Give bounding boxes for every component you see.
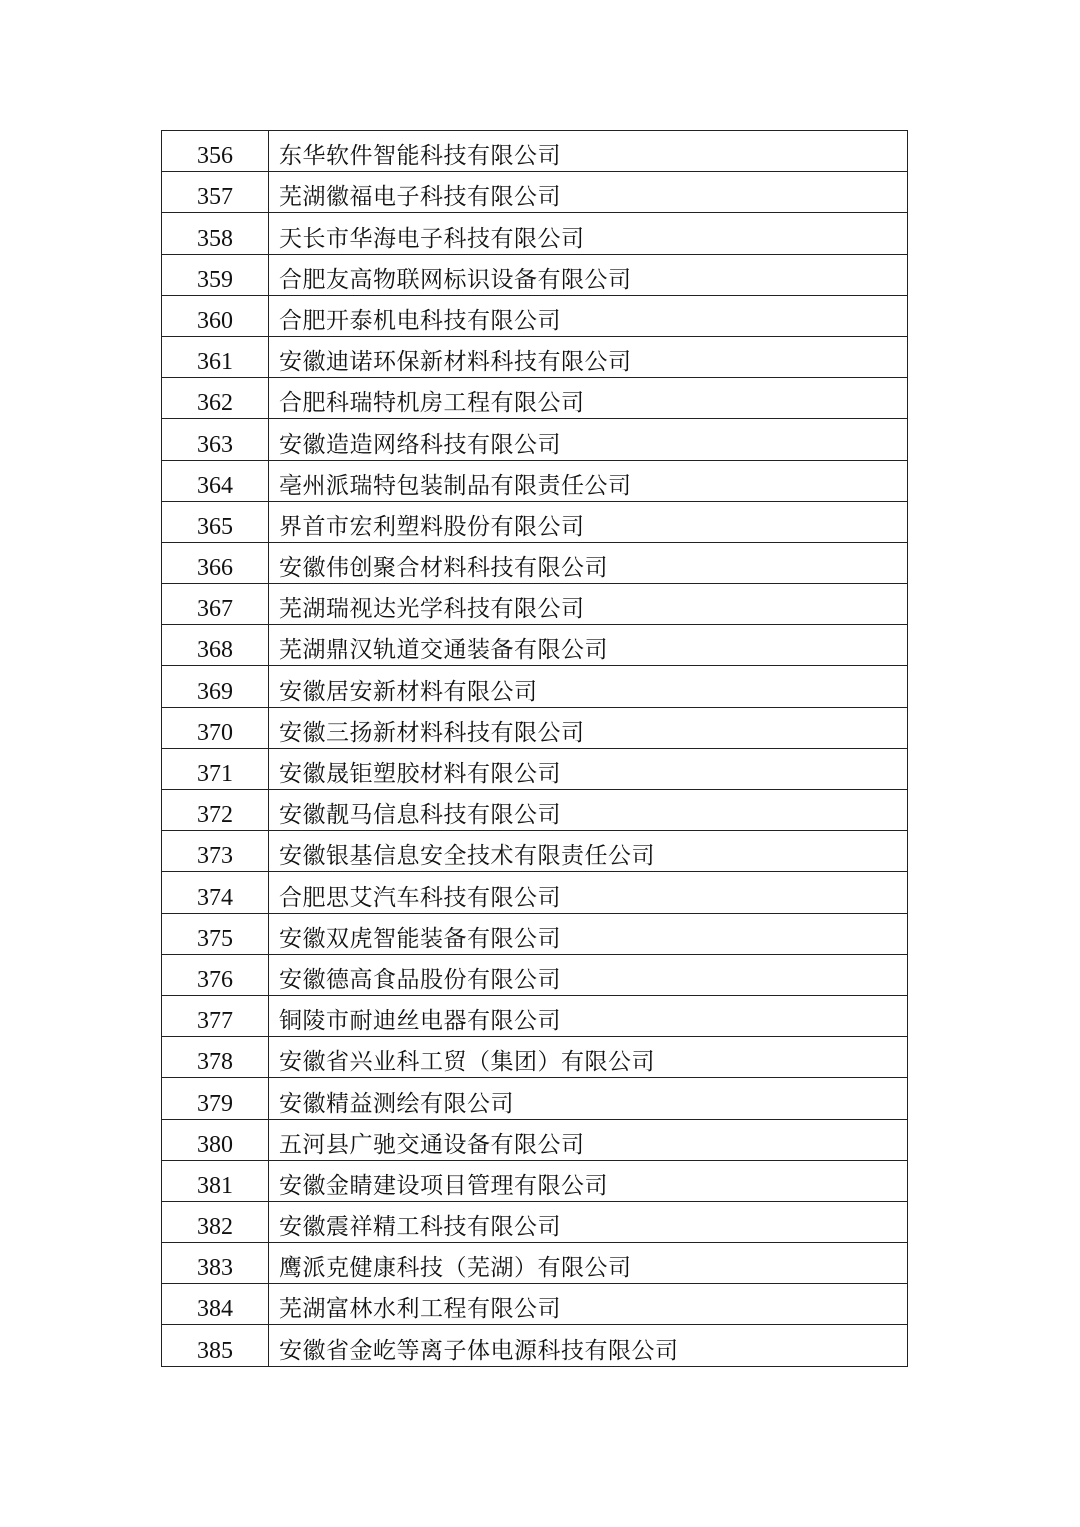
company-name: 铜陵市耐迪丝电器有限公司 (269, 995, 908, 1036)
company-name: 安徽金睛建设项目管理有限公司 (269, 1160, 908, 1201)
row-number: 375 (162, 913, 269, 954)
row-number: 362 (162, 378, 269, 419)
company-name: 亳州派瑞特包装制品有限责任公司 (269, 460, 908, 501)
row-number: 360 (162, 295, 269, 336)
company-name: 东华软件智能科技有限公司 (269, 131, 908, 172)
company-name: 天长市华海电子科技有限公司 (269, 213, 908, 254)
table-row (162, 295, 908, 336)
row-number: 361 (162, 336, 269, 377)
company-name: 芜湖富林水利工程有限公司 (269, 1284, 908, 1325)
table-row (162, 501, 908, 542)
company-name: 安徽省兴业科工贸（集团）有限公司 (269, 1037, 908, 1078)
table-row (162, 1284, 908, 1325)
company-name: 安徽德高食品股份有限公司 (269, 954, 908, 995)
row-number: 385 (162, 1325, 269, 1366)
row-number: 384 (162, 1284, 269, 1325)
row-number: 380 (162, 1119, 269, 1160)
table-row (162, 831, 908, 872)
table-row (162, 707, 908, 748)
company-name: 五河县广驰交通设备有限公司 (269, 1119, 908, 1160)
company-name: 安徽造造网络科技有限公司 (269, 419, 908, 460)
table-row (162, 790, 908, 831)
table-row (162, 378, 908, 419)
company-name: 安徽迪诺环保新材料科技有限公司 (269, 336, 908, 377)
row-number: 372 (162, 790, 269, 831)
table-row (162, 213, 908, 254)
table-row (162, 172, 908, 213)
row-number: 368 (162, 625, 269, 666)
company-name: 安徽精益测绘有限公司 (269, 1078, 908, 1119)
company-name: 安徽银基信息安全技术有限责任公司 (269, 831, 908, 872)
company-name: 安徽省金屹等离子体电源科技有限公司 (269, 1325, 908, 1366)
table-row (162, 1160, 908, 1201)
row-number: 381 (162, 1160, 269, 1201)
company-name: 安徽居安新材料有限公司 (269, 666, 908, 707)
row-number: 369 (162, 666, 269, 707)
table-row (162, 625, 908, 666)
company-name: 安徽靓马信息科技有限公司 (269, 790, 908, 831)
row-number: 382 (162, 1201, 269, 1242)
row-number: 359 (162, 254, 269, 295)
company-name: 安徽伟创聚合材料科技有限公司 (269, 542, 908, 583)
row-number: 376 (162, 954, 269, 995)
table-row (162, 913, 908, 954)
row-number: 366 (162, 542, 269, 583)
table-row (162, 254, 908, 295)
company-name: 芜湖鼎汉轨道交通装备有限公司 (269, 625, 908, 666)
table-row (162, 666, 908, 707)
table-row (162, 336, 908, 377)
row-number: 367 (162, 584, 269, 625)
company-list-table (161, 130, 908, 1367)
table-row (162, 584, 908, 625)
row-number: 364 (162, 460, 269, 501)
table-row (162, 1325, 908, 1366)
company-name: 安徽晟钜塑胶材料有限公司 (269, 748, 908, 789)
table-row (162, 872, 908, 913)
company-name: 鹰派克健康科技（芜湖）有限公司 (269, 1243, 908, 1284)
company-name: 合肥开泰机电科技有限公司 (269, 295, 908, 336)
table-row (162, 748, 908, 789)
row-number: 378 (162, 1037, 269, 1078)
table-row (162, 995, 908, 1036)
company-name: 安徽震祥精工科技有限公司 (269, 1201, 908, 1242)
row-number: 379 (162, 1078, 269, 1119)
table-row (162, 419, 908, 460)
table-row (162, 542, 908, 583)
company-name: 芜湖瑞视达光学科技有限公司 (269, 584, 908, 625)
table-row (162, 460, 908, 501)
row-number: 370 (162, 707, 269, 748)
company-name: 安徽三扬新材料科技有限公司 (269, 707, 908, 748)
company-name: 安徽双虎智能装备有限公司 (269, 913, 908, 954)
company-name: 合肥思艾汽车科技有限公司 (269, 872, 908, 913)
row-number: 357 (162, 172, 269, 213)
row-number: 383 (162, 1243, 269, 1284)
company-name: 合肥友高物联网标识设备有限公司 (269, 254, 908, 295)
row-number: 356 (162, 131, 269, 172)
table-row (162, 131, 908, 172)
table-row (162, 1078, 908, 1119)
table-row (162, 1243, 908, 1284)
table-row (162, 1119, 908, 1160)
row-number: 377 (162, 995, 269, 1036)
table-row (162, 1201, 908, 1242)
row-number: 363 (162, 419, 269, 460)
row-number: 374 (162, 872, 269, 913)
row-number: 373 (162, 831, 269, 872)
row-number: 358 (162, 213, 269, 254)
company-name: 芜湖徽福电子科技有限公司 (269, 172, 908, 213)
company-name: 界首市宏利塑料股份有限公司 (269, 501, 908, 542)
table-row (162, 954, 908, 995)
company-name: 合肥科瑞特机房工程有限公司 (269, 378, 908, 419)
table-row (162, 1037, 908, 1078)
row-number: 371 (162, 748, 269, 789)
row-number: 365 (162, 501, 269, 542)
company-list-body (162, 131, 908, 1367)
